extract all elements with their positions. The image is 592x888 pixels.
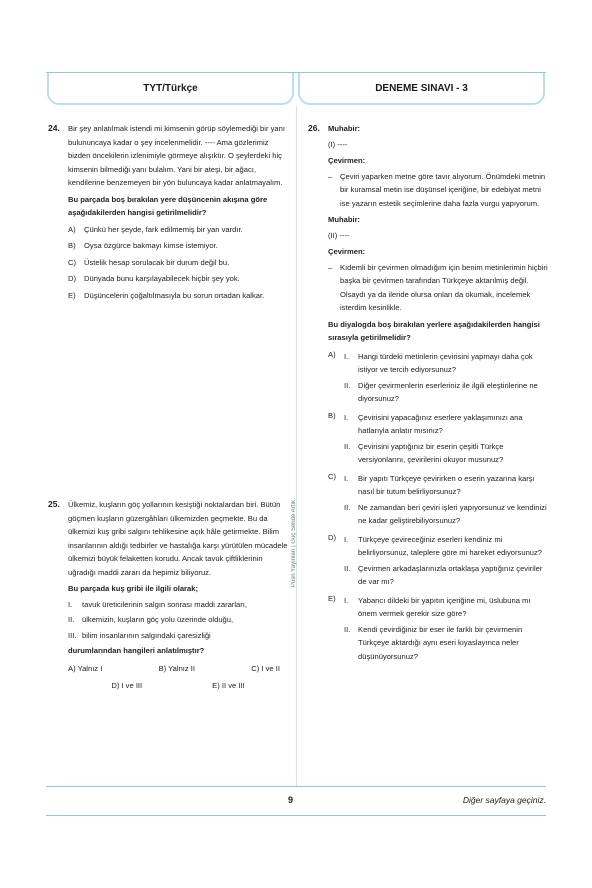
option-a[interactable] [68,223,288,237]
answer-text-1: – Çeviri yaparken metne göre tavır alıyorum. Önümdeki metnin bir kuramsal metin ise düşünsel içeriğine, bir edebiyat metni ise yazarın estetik seçimlerine daha fazla vurgu yapıyorum. [328,170,548,211]
option-e[interactable]: E) II ve III [212,681,245,690]
option-b[interactable]: B) Yalnız II [158,663,196,673]
bottom-rule [46,786,546,787]
option-d[interactable] [68,272,288,286]
option-letter: A) [328,349,336,359]
option-letter: B) [328,410,336,420]
answer-text: Çeviri yaparken metne göre tavır alıyorum. Önümdeki metnin bir kuramsal metin ise düşünsel içeriğine, bir edebiyat metni ise yazarın estetik seçimlerine daha fazla vurgu yapıyorum. [340,171,546,208]
option-c[interactable]: C) I. Bir yapıtı Türkçeye çevirirken o eserin yazarına karşı nasıl bir tutum belirliyorsunuz? II. Ne zamandan beri çeviri işleri yapıyorsunuz ve kendinizi ne kadar geliştirebiliyorsunuz? [328,470,548,528]
next-page-note: Diğer sayfaya geçiniz. [462,795,546,805]
question-24 [48,122,288,302]
speaker-cevirmen: Çevirmen: [328,156,366,165]
option-letter: E) [68,290,76,300]
option-c[interactable]: C) I ve II [251,663,280,673]
option-part-ii: Kendi çevirdiğiniz bir eser ile farklı bir çevirmenin Türkçeye aktardığı aynı eseri kıyaslayınca neler düşünüyorsunuz? [358,624,523,661]
answer-row-1 [68,662,288,676]
question-stem: Bu diyalogda boş bırakılan yerlere aşağıdakilerden hangisi sırasıyla getirilmelidir? [328,319,540,342]
option-text: Oysa özgürce bakmayı kimse istemiyor. [84,241,218,250]
option-part-ii: Diğer çevirmenlerin eserleriniz ile ilgili eleştirilerine ne diyorsunuz? [358,380,538,403]
question-number: 26. [308,123,320,133]
speaker-muhabir: Muhabir: [328,124,361,133]
option-c[interactable] [68,256,288,270]
option-e[interactable] [68,289,288,303]
option-d[interactable]: D) I. Türkçeye çevireceğiniz eserleri kendiniz mi belirliyorsunuz, taleplere göre mi hareket ediyorsunuz? II. Çevirmen arkadaşlarınızla ortaklaşa yaptığınız çeviriler de var mı? [328,531,548,589]
publisher-side-text: Pusn Yayınları | Güç Sende Artık [291,500,297,588]
question-number: 25. [48,499,60,509]
option-part-ii: Çevirisini yaptığınız bir eserin çeşitli Türkçe versiyonlarını, çevirilerini okuyor musunuz? [358,441,504,464]
option-d[interactable]: D) I ve III [111,681,143,690]
option-text: Düşüncelerin çoğaltılmasıyla bu sorun ortadan kalkar. [84,290,265,300]
answer-text-2: – Kıdemli bir çevirmen olmadığım için benim metinlerimin hiçbiri başka bir çevirmen tarafından Türkçeye aktarılmış değil. Olsaydı ya da ileride olursa onları da okumak, incelemek isterdim kesinlikle. [328,261,548,315]
option-text: Üstelik hesap sorulacak bir durum değil bu. [84,257,230,267]
exam-tab [298,73,545,105]
answer-row-2 [68,679,288,693]
answer-text: Kıdemli bir çevirmen olmadığım için benim metinlerimin hiçbiri başka bir çevirmen tarafından Türkçeye aktarılmış değil. Olsaydı ya da ileride olursa onları da okumak, incelemek isterdim kesinlikle. [340,262,548,312]
option-a[interactable]: A) Yalnız I [68,663,103,673]
option-part-i: Yabancı dildeki bir yapıtın içeriğine mi, üslubuna mı önem vermek gerekir size göre? [358,595,531,618]
option-part-i: Türkçeye çevireceğiniz eserleri kendiniz mi belirliyorsunuz, taleplere göre mi hareket ediyorsunuz? [358,534,543,557]
option-letter: E) [328,593,336,603]
question-25 [48,498,288,693]
question-number: 24. [48,123,60,133]
left-column [48,122,288,693]
statement-label: II. [68,615,75,624]
option-letter: D) [328,532,337,542]
blank-2: (II) ---- [328,230,350,240]
subject-tab [47,73,294,105]
statement-text: tavuk üreticilerinin salgın sonrası maddi zararları, [82,599,248,609]
question-stem: Bu parçada kuş gribi ile ilgili olarak; [68,584,198,593]
speaker-muhabir-2: Muhabir: [328,215,361,224]
option-text: Çünkü her şeyde, fark edilmemiş bir yan vardır. [84,224,243,234]
statement-text: bilim insanlarının salgındaki çaresizliği [82,630,211,640]
statement-label: III. [68,630,77,640]
statement-iii [68,629,288,643]
option-letter: D) [68,274,77,283]
option-part-i: Hangi türdeki metinlerin çevirisini yapmayı daha çok istiyor ve tercih ediyorsunuz? [358,351,533,374]
statement-label: I. [68,599,73,609]
option-part-ii: Ne zamandan beri çeviri işleri yapıyorsunuz ve kendinizi ne kadar geliştirebiliyorsunuz? [358,502,547,525]
option-part-ii: Çevirmen arkadaşlarınızla ortaklaşa yaptığınız çeviriler de var mı? [358,563,543,586]
option-text: Dünyada bunu karşılayabilecek hiçbir şey yok. [84,274,240,283]
bottom-rule-2 [46,815,546,816]
statement-ii [68,613,288,627]
question-stem-2: durumlarından hangileri anlatılmıştır? [68,646,205,655]
option-e[interactable]: E) I. Yabancı dildeki bir yapıtın içeriğine mi, üslubuna mı önem vermek gerekir size göre? II. Kendi çevirdiğiniz bir eser ile farklı bir çevirmenin Türkçeye aktardığı aynı eseri kıyaslayınca neler düşünüyorsunuz? [328,592,548,664]
statement-text: ülkemizin, kuşların göç yolu üzerinde olduğu, [82,615,234,624]
statement-i [68,598,288,612]
exam-title: DENEME SINAVI - 3 [375,82,468,94]
right-column [308,122,548,663]
option-letter: A) [68,224,76,234]
speaker-cevirmen-2: Çevirmen: [328,247,366,256]
option-letter: C) [68,257,77,267]
blank-1: (I) ---- [328,139,348,149]
question-26 [308,122,548,663]
option-a[interactable]: A) I. Hangi türdeki metinlerin çevirisini yapmayı daha çok istiyor ve tercih ediyorsunuz? II. Diğer çevirmenlerin eserleriniz ile ilgili eleştirilerine ne diyorsunuz? [328,348,548,406]
column-divider [296,106,297,786]
page-number: 9 [288,795,294,805]
option-part-i: Çevirisini yapacağınız eserlere yaklaşımınızı ana hatlarıyla anlatır mısınız? [358,412,523,435]
subject-title: TYT/Türkçe [143,82,198,94]
option-part-i: Bir yapıtı Türkçeye çevirirken o eserin yazarına karşı nasıl bir tutum belirliyorsunuz? [358,473,535,496]
option-letter: B) [68,241,76,250]
question-stem: Bu parçada boş bırakılan yere düşüncenin akışına göre aşağıdakilerden hangisi getirilmelidir? [68,194,268,217]
question-paragraph: Ülkemiz, kuşların göç yollarının kesiştiği noktalardan biri. Bütün göçmen kuşların güzergâhları ülkemizden geçmekte. Bu da ülkemizi kuş gribi salgını tehlikesine açık hâle getirmekte. Bilim insanlarının aldığı tedbirler ve hastalığa karşı yürütülen mücadele ülkemizi büyük felaketten korudu. Ancak tavuk çiftliklerinin uğradığı maddi zararı da hepimiz biliyoruz. [68,500,288,577]
question-paragraph: Bir şey anlatılmak istendi mi kimsenin görüp söylemediği bir yanı bulununcaya kadar o şey incelenmelidir. ---- Ama gözlerimiz bizden öncekilerin izlenimiyle görmeye alışıktır. O şeylerdeki hiç kimsenin bilmediği yanı bulalım. Yani bir ateşi, bir ağacı, kendilerine benzemeyen bir yön buluncaya kadar anlatmayalım. [68,124,285,187]
option-b[interactable] [68,239,288,253]
option-letter: C) [328,471,337,481]
option-b[interactable]: B) I. Çevirisini yapacağınız eserlere yaklaşımınızı ana hatlarıyla anlatır mısınız? II. Çevirisini yaptığınız bir eserin çeşitli Türkçe versiyonlarını, çevirilerini okuyor musunuz? [328,409,548,467]
